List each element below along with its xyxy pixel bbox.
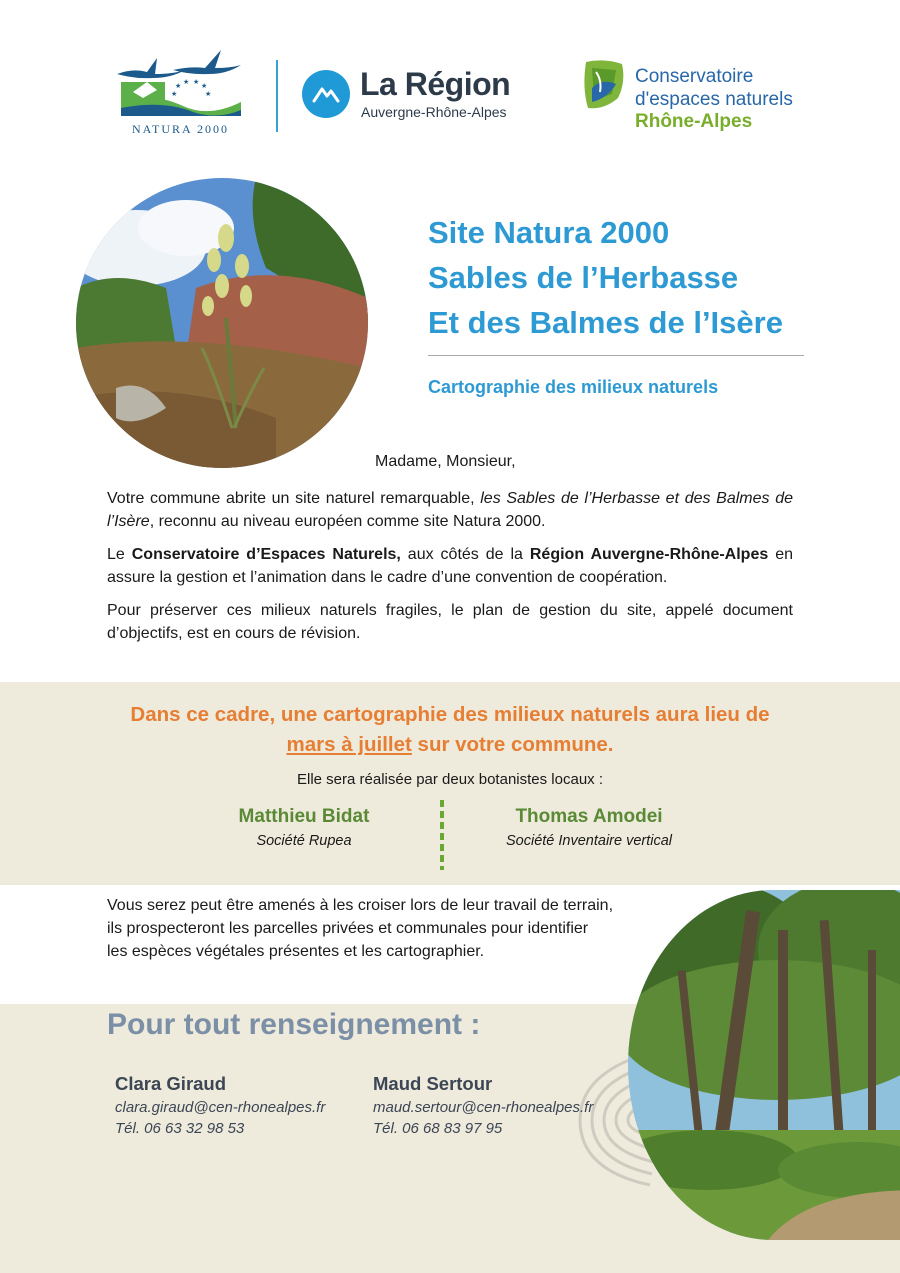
botanist-card <box>154 805 454 853</box>
region-logo <box>302 66 542 126</box>
title-divider <box>428 355 804 356</box>
svg-text:★: ★ <box>171 90 178 98</box>
contact-phone: Tél. 06 68 83 97 95 <box>373 1120 503 1137</box>
logo-divider <box>276 60 278 132</box>
announcement-subtext: Elle sera réalisée par deux botanistes locaux : <box>296 771 603 788</box>
contact-card <box>373 1071 633 1139</box>
contact-name: Maud Sertour <box>373 1073 493 1094</box>
paragraph-management: Le Conservatoire d’Espaces Naturels, aux côtés de la Région Auvergne-Rhône-Alpes en assure la gestion et l’animation dans le cadre d’une convention de coopération. <box>107 546 793 586</box>
natura-2000-logo <box>113 48 248 140</box>
cen-name-line2: d'espaces naturels <box>635 89 793 110</box>
botanist-name: Thomas Amodei <box>515 806 663 827</box>
svg-text:★: ★ <box>183 78 190 86</box>
announcement-headline: Dans ce cadre, une cartographie des milieux naturels aura lieu de mars à juillet sur votre commune. <box>130 703 770 756</box>
cen-logo <box>582 58 822 136</box>
botanist-name: Matthieu Bidat <box>238 806 370 827</box>
cen-name-line3: Rhône-Alpes <box>635 111 753 132</box>
region-mountain-icon <box>302 70 350 118</box>
region-name: La Région <box>360 66 511 102</box>
title-line-1: Site Natura 2000 <box>428 215 670 250</box>
botanist-card <box>439 805 739 853</box>
document-subtitle: Cartographie des milieux naturels <box>428 377 719 397</box>
title-line-2: Sables de l’Herbasse <box>428 260 739 295</box>
botanist-org: Société Inventaire vertical <box>505 833 673 849</box>
announcement-period: mars à juillet <box>286 733 412 756</box>
contact-name: Clara Giraud <box>115 1073 227 1094</box>
cen-name-line1: Conservatoire <box>635 66 754 87</box>
contact-email[interactable]: clara.giraud@cen-rhonealpes.fr <box>115 1099 326 1116</box>
svg-text:★: ★ <box>205 90 212 98</box>
contact-card <box>115 1071 375 1139</box>
svg-text:★: ★ <box>201 82 208 90</box>
svg-text:★: ★ <box>175 82 182 90</box>
fieldwork-paragraph: Vous serez peut être amenés à les croiser lors de leur travail de terrain, ils prospecteront les parcelles privées et communales pour identifier les espèces végétales présentes et les cartographier. <box>107 897 614 960</box>
svg-text:★: ★ <box>193 78 200 86</box>
plant-photo <box>76 178 368 468</box>
paragraph-revision: Pour préserver ces milieux naturels fragiles, le plan de gestion du site, appelé document d’objectifs, est en cours de révision. <box>107 602 793 642</box>
contact-title: Pour tout renseignement : <box>107 1008 481 1041</box>
contact-email[interactable]: maud.sertour@cen-rhonealpes.fr <box>373 1099 594 1116</box>
natura-logo-text: NATURA 2000 <box>131 122 229 136</box>
document-title <box>428 210 808 345</box>
title-line-3: Et des Balmes de l’Isère <box>428 305 783 340</box>
cen-leaf-icon <box>582 58 628 114</box>
contact-phone: Tél. 06 63 32 98 53 <box>115 1120 245 1137</box>
forest-photo <box>628 890 900 1240</box>
salutation: Madame, Monsieur, <box>375 453 516 470</box>
botanist-org: Société Rupea <box>256 833 352 849</box>
region-subtitle: Auvergne-Rhône-Alpes <box>361 104 507 120</box>
paragraph-site: Votre commune abrite un site naturel remarquable, les Sables de l’Herbasse et des Balmes de l’Isère, reconnu au niveau européen comme site Natura 2000. <box>107 490 793 530</box>
